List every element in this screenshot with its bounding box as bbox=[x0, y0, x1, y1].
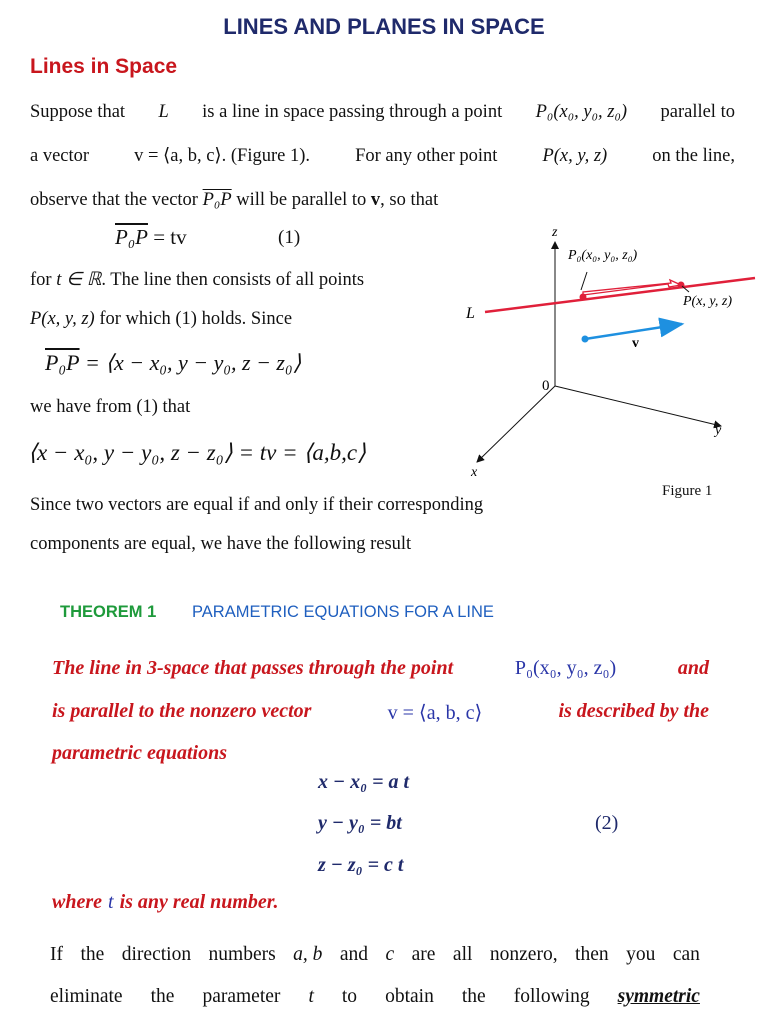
theorem-line-2 bbox=[52, 700, 709, 725]
text: v = ⟨a, b, c⟩ bbox=[387, 702, 483, 724]
word: the bbox=[461, 986, 486, 1007]
text: parallel to bbox=[660, 102, 735, 122]
word: the bbox=[150, 986, 175, 1007]
text: Suppose that bbox=[30, 102, 126, 122]
text: = ⟨x − x₀, y − y₀, z − z₀⟩ bbox=[85, 350, 302, 375]
text: v = ⟨a, b, c⟩. (Figure 1). bbox=[134, 146, 311, 166]
text: is parallel to the nonzero vector bbox=[52, 700, 312, 722]
text: ⟨x − x₀, y − y₀, z − z₀⟩ = tv = ⟨a,b,c⟩ bbox=[28, 440, 367, 465]
text: is any real number. bbox=[119, 891, 279, 913]
vector-p0p: P₀P bbox=[202, 190, 232, 210]
since-line-2: components are equal, we have the following result bbox=[30, 534, 412, 554]
x-axis bbox=[477, 386, 555, 462]
after-eq1-line-1 bbox=[30, 269, 364, 291]
we-have-text: we have from (1) that bbox=[30, 397, 191, 417]
word: and bbox=[339, 944, 369, 965]
param-eq-y: y − y₀ = bt bbox=[318, 812, 402, 834]
text: t ∈ ℝ bbox=[56, 270, 102, 290]
text: and bbox=[677, 657, 709, 679]
word: a, b bbox=[293, 944, 323, 965]
text: For any other point bbox=[355, 146, 498, 166]
word-symmetric: symmetric bbox=[617, 986, 700, 1007]
word: t bbox=[308, 986, 314, 1007]
text: is a line in space passing through a point bbox=[202, 102, 503, 122]
word: direction bbox=[121, 944, 192, 965]
word: eliminate bbox=[50, 986, 123, 1007]
text: observe that the vector bbox=[30, 190, 198, 210]
text: P(x, y, z) bbox=[30, 309, 95, 329]
word: nonzero, bbox=[489, 944, 558, 965]
label-p0: P₀(x₀, y₀, z₀) bbox=[568, 248, 638, 263]
page-title: LINES AND PLANES IN SPACE bbox=[223, 14, 545, 39]
text: parametric equations bbox=[52, 742, 228, 764]
word: following bbox=[513, 986, 590, 1007]
theorem-line-1 bbox=[52, 657, 709, 680]
text: = tv bbox=[153, 225, 187, 249]
full-equation bbox=[28, 440, 366, 466]
text: on the line, bbox=[652, 146, 735, 166]
p0-leader bbox=[581, 272, 587, 290]
vector-p0p: P₀P bbox=[45, 350, 80, 375]
y-axis bbox=[555, 386, 721, 426]
text: v bbox=[370, 190, 381, 210]
text: is described by the bbox=[558, 700, 709, 722]
param-eq-z: z − z₀ = c t bbox=[318, 854, 404, 876]
section-heading: Lines in Space bbox=[30, 55, 178, 78]
text: for which (1) holds. Since bbox=[99, 309, 293, 329]
word: are bbox=[411, 944, 436, 965]
label-v: v bbox=[632, 336, 639, 351]
text: where bbox=[52, 891, 102, 913]
equation-2-number: (2) bbox=[595, 812, 619, 834]
word: then bbox=[575, 944, 609, 965]
label-z: z bbox=[552, 225, 558, 240]
intro-line-3 bbox=[30, 189, 438, 211]
theorem-line-3 bbox=[52, 742, 709, 765]
word: all bbox=[452, 944, 473, 965]
intro-line-1 bbox=[30, 101, 735, 123]
text: P(x, y, z) bbox=[542, 146, 608, 166]
text: , so that bbox=[380, 190, 439, 210]
word: numbers bbox=[208, 944, 276, 965]
after-eq1-line-2 bbox=[30, 308, 292, 330]
word: parameter bbox=[202, 986, 281, 1007]
text: L bbox=[158, 102, 169, 122]
text: P₀(x₀, y₀, z₀) bbox=[514, 657, 617, 679]
label-origin: 0 bbox=[542, 378, 550, 394]
theorem-number: THEOREM 1 bbox=[60, 603, 157, 621]
label-x: x bbox=[471, 465, 478, 480]
figure-caption: Figure 1 bbox=[662, 483, 713, 499]
param-eq-x: x − x₀ = a t bbox=[318, 771, 410, 793]
label-y: y bbox=[715, 423, 722, 438]
vector-p0p: P₀P bbox=[115, 225, 148, 249]
text: The line in 3-space that passes through the point bbox=[52, 657, 454, 679]
equation-1-number: (1) bbox=[278, 227, 301, 248]
equation-1 bbox=[115, 225, 187, 250]
text: will be parallel to bbox=[236, 190, 367, 210]
theorem-title: PARAMETRIC EQUATIONS FOR A LINE bbox=[192, 603, 494, 621]
closing-line-2 bbox=[50, 986, 700, 1008]
text: . The line then consists of all points bbox=[101, 270, 365, 290]
word: can bbox=[672, 944, 700, 965]
point-p0 bbox=[580, 294, 587, 301]
word: If bbox=[50, 944, 63, 965]
theorem-where bbox=[52, 891, 709, 914]
intro-line-2 bbox=[30, 145, 735, 167]
label-L: L bbox=[466, 305, 475, 322]
word: to bbox=[341, 986, 358, 1007]
text: P₀(x₀, y₀, z₀) bbox=[535, 102, 628, 122]
word: obtain bbox=[385, 986, 434, 1007]
vector-equation bbox=[45, 350, 301, 376]
since-line-1: Since two vectors are equal if and only if their corresponding bbox=[30, 495, 484, 515]
label-p: P(x, y, z) bbox=[683, 294, 732, 309]
word: you bbox=[626, 944, 656, 965]
word: the bbox=[80, 944, 105, 965]
text: for bbox=[30, 270, 52, 290]
word: c bbox=[385, 944, 395, 965]
text: t bbox=[108, 891, 114, 913]
text: a vector bbox=[30, 146, 90, 166]
closing-line-1 bbox=[50, 944, 700, 966]
figure-1-diagram bbox=[453, 218, 758, 480]
